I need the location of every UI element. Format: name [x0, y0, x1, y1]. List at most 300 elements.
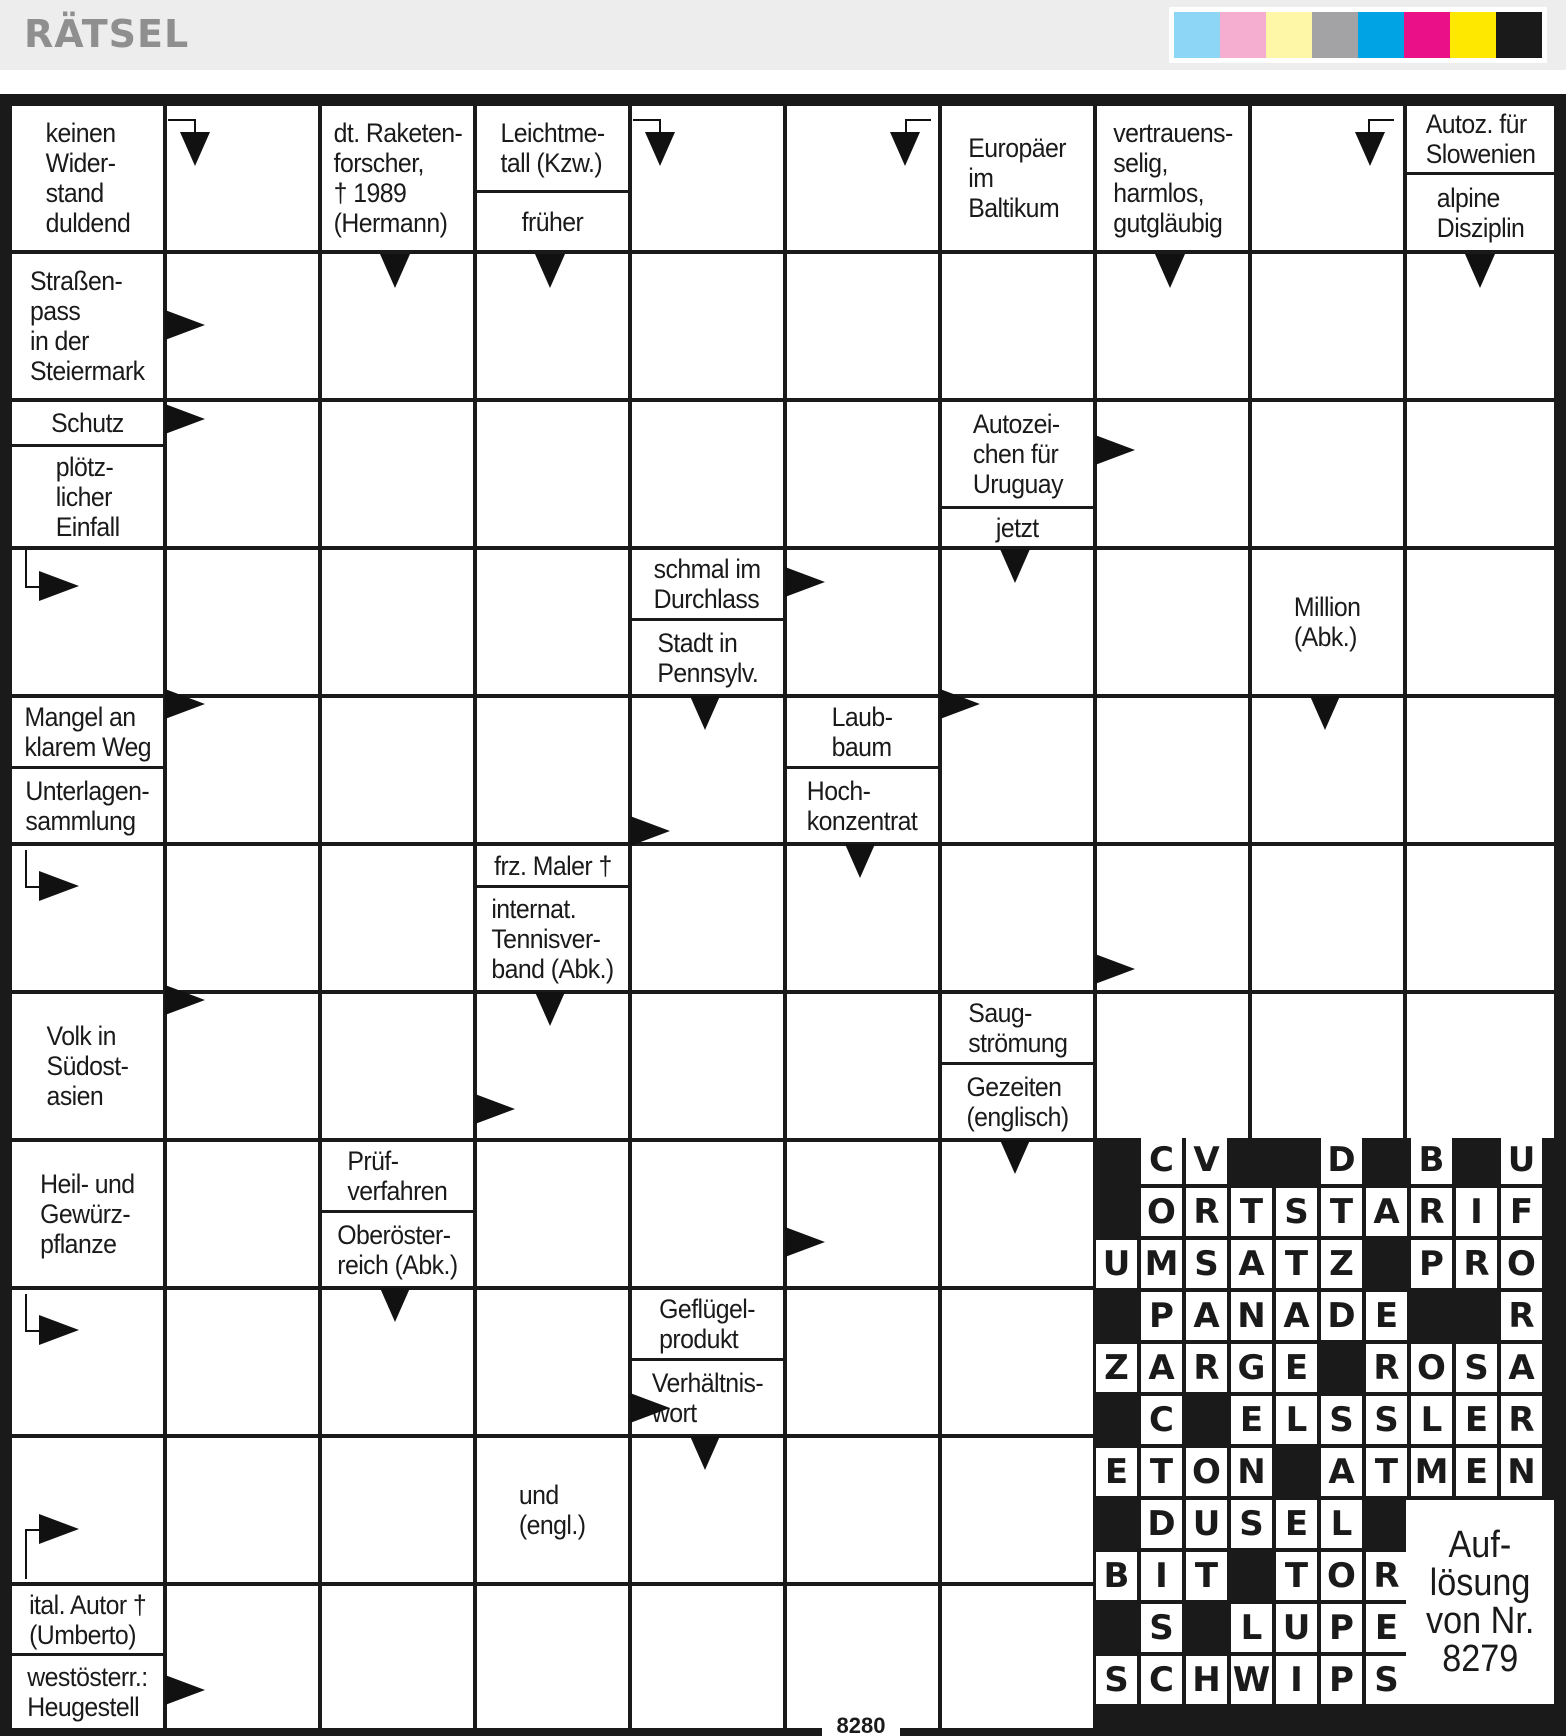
clue-text: Mangel an [24, 702, 136, 732]
solution-letter: S [1276, 1188, 1317, 1236]
answer-cell[interactable] [787, 1438, 938, 1582]
solution-letter: E [1366, 1604, 1407, 1652]
clue-text: Saug- [967, 998, 1032, 1028]
arrow-down-icon [1000, 549, 1030, 583]
solution-letter: L [1276, 1396, 1317, 1444]
clue-text: reich (Abk.) [337, 1249, 458, 1280]
clue-text: Europäer [968, 133, 1067, 163]
clue-cell [12, 698, 163, 766]
arrow-right-icon [940, 689, 980, 719]
answer-cell[interactable] [942, 698, 1093, 842]
clue-text: (Umberto) [28, 1619, 136, 1650]
arrow-right-icon [630, 1393, 670, 1423]
answer-cell[interactable] [632, 1142, 783, 1286]
answer-cell[interactable] [787, 994, 938, 1138]
answer-cell[interactable] [167, 550, 318, 694]
arrow-down-icon [180, 132, 210, 166]
solution-letter: I [1276, 1656, 1317, 1704]
arrow-down-icon [380, 254, 410, 288]
clue-text: wort [651, 1397, 697, 1428]
answer-cell[interactable] [787, 254, 938, 398]
color-swatch [1404, 12, 1450, 58]
arrow-down-icon [535, 254, 565, 288]
solution-letter: N [1231, 1292, 1272, 1340]
solution-letter: S [1456, 1344, 1497, 1392]
answer-cell[interactable] [1097, 994, 1248, 1138]
solution-letter: P [1321, 1604, 1362, 1652]
answer-cell[interactable] [477, 1290, 628, 1434]
solution-caption [1406, 1500, 1554, 1704]
solution-letter: P [1141, 1292, 1182, 1340]
clue-text: Wider- [45, 148, 116, 178]
solution-letter: E [1096, 1448, 1137, 1496]
solution-letter: R [1411, 1188, 1452, 1236]
clue-text: Einfall [55, 511, 120, 542]
color-swatch [1312, 12, 1358, 58]
clue-text: Tennisver- [491, 924, 601, 954]
arrow-right-icon [475, 1094, 515, 1124]
clue-cell [322, 1142, 473, 1210]
solution-letter: U [1186, 1500, 1227, 1548]
answer-cell[interactable] [942, 1586, 1093, 1728]
answer-cell[interactable] [632, 994, 783, 1138]
solution-letter: S [1366, 1656, 1407, 1704]
answer-cell[interactable] [787, 1142, 938, 1286]
puzzle-number: 8280 [822, 1713, 900, 1736]
answer-cell[interactable] [322, 1438, 473, 1582]
answer-cell[interactable] [12, 550, 163, 694]
clue-text: Baltikum [968, 193, 1060, 223]
answer-cell[interactable] [477, 1586, 628, 1728]
clue-text: sammlung [25, 805, 136, 836]
clue-text: (englisch) [966, 1101, 1069, 1132]
arrow-down-icon [690, 1436, 720, 1470]
clue-cell [12, 1656, 163, 1728]
solution-letter: A [1141, 1344, 1182, 1392]
solution-letter: W [1231, 1656, 1272, 1704]
clue-text: gutgläubig [1112, 208, 1222, 238]
solution-letter: S [1366, 1396, 1407, 1444]
clue-text: pass [30, 296, 81, 326]
solution-letter: F [1501, 1188, 1542, 1236]
solution-letter: T [1321, 1188, 1362, 1236]
clue-text: band (Abk.) [491, 954, 614, 984]
clue-text: selig, [1112, 148, 1168, 178]
bend-arrow-icon [25, 886, 39, 888]
bend-arrow-icon [659, 119, 661, 133]
clue-cell [477, 106, 628, 190]
clue-text: Steiermark [30, 356, 145, 386]
solution-letter: A [1231, 1240, 1272, 1288]
clue-cell [942, 994, 1093, 1062]
solution-letter: M [1411, 1448, 1452, 1496]
answer-cell[interactable] [167, 1438, 318, 1582]
arrow-right-icon [630, 816, 670, 846]
solution-letter: O [1411, 1344, 1452, 1392]
arrow-right-icon [785, 1227, 825, 1257]
solution-caption-line: 8279 [1441, 1638, 1519, 1680]
answer-cell[interactable] [167, 846, 318, 990]
clue-text: tall (Kzw.) [500, 148, 603, 178]
solution-letter: D [1321, 1292, 1362, 1340]
solution-letter: A [1321, 1448, 1362, 1496]
solution-letter: R [1186, 1188, 1227, 1236]
clue-cell [632, 550, 783, 618]
clue-text: duldend [45, 208, 130, 238]
clue-text: früher [521, 206, 584, 237]
clue-text: klarem Weg [24, 732, 151, 762]
solution-caption-line: Auf- [1448, 1524, 1512, 1566]
arrow-right-icon [165, 1675, 205, 1705]
arrow-down-icon [1355, 132, 1385, 166]
clue-cell [632, 1290, 783, 1358]
clue-cell [12, 254, 163, 398]
bend-arrow-icon [25, 1330, 39, 1332]
answer-cell[interactable] [1252, 402, 1403, 546]
solution-letter: M [1141, 1240, 1182, 1288]
clue-text: Oberöster- [337, 1219, 451, 1250]
clue-cell [942, 106, 1093, 250]
clue-text: Leichtme- [500, 118, 605, 148]
clue-text: baum [832, 732, 893, 762]
solution-letter: A [1186, 1292, 1227, 1340]
solution-letter: A [1366, 1188, 1407, 1236]
clue-text: Gewürz- [40, 1199, 131, 1229]
arrow-down-icon [845, 844, 875, 878]
clue-text: frz. Maler † [493, 850, 612, 881]
crossword-board [0, 94, 1566, 1736]
answer-cell[interactable] [942, 846, 1093, 990]
answer-cell[interactable] [787, 1586, 938, 1728]
clue-text: westösterr.: [27, 1662, 148, 1692]
answer-cell[interactable] [167, 994, 318, 1138]
answer-cell[interactable] [1407, 550, 1554, 694]
print-color-bar [1172, 10, 1544, 60]
answer-cell[interactable] [1407, 994, 1554, 1138]
clue-cell [12, 769, 163, 842]
clue-text: (engl.) [519, 1510, 586, 1540]
clue-text: internat. [491, 894, 577, 924]
clue-text: Heugestell [27, 1692, 140, 1722]
solution-letter: E [1456, 1448, 1497, 1496]
arrow-down-icon [690, 696, 720, 730]
answer-cell[interactable] [1252, 846, 1403, 990]
solution-letter: R [1186, 1344, 1227, 1392]
color-swatch [1174, 12, 1220, 58]
bend-arrow-icon [25, 586, 39, 588]
clue-text: Prüf- [347, 1146, 399, 1176]
solution-letter: E [1231, 1396, 1272, 1444]
clue-text: asien [46, 1081, 104, 1111]
arrow-right-icon [39, 871, 79, 901]
clue-text: in der [30, 326, 90, 356]
answer-cell[interactable] [942, 1438, 1093, 1582]
clue-text: licher [55, 481, 112, 512]
bend-arrow-icon [25, 1529, 27, 1579]
answer-cell[interactable] [322, 994, 473, 1138]
arrow-down-icon [645, 132, 675, 166]
arrow-right-icon [39, 1514, 79, 1544]
solution-letter: C [1141, 1656, 1182, 1704]
answer-cell[interactable] [167, 106, 318, 250]
answer-cell[interactable] [167, 1586, 318, 1728]
arrow-right-icon [165, 985, 205, 1015]
solution-letter: A [1276, 1292, 1317, 1340]
answer-cell[interactable] [1097, 698, 1248, 842]
clue-cell [477, 1438, 628, 1582]
answer-cell[interactable] [167, 1290, 318, 1434]
color-swatch [1358, 12, 1404, 58]
solution-letter: P [1321, 1656, 1362, 1704]
clue-cell [1407, 106, 1554, 172]
answer-cell[interactable] [1097, 402, 1248, 546]
arrow-down-icon [1465, 254, 1495, 288]
clue-cell [1252, 550, 1403, 694]
solution-letter: N [1501, 1448, 1542, 1496]
clue-text: Hoch- [807, 775, 871, 806]
answer-cell[interactable] [477, 550, 628, 694]
clue-text: Volk in [46, 1021, 116, 1051]
solution-letter: T [1276, 1240, 1317, 1288]
answer-cell[interactable] [12, 1290, 163, 1434]
bend-arrow-icon [168, 119, 196, 121]
answer-cell[interactable] [1252, 106, 1403, 250]
clue-text: Uruguay [972, 469, 1063, 499]
solution-letter: L [1231, 1604, 1272, 1652]
arrow-right-icon [785, 567, 825, 597]
clue-text: (Hermann) [333, 208, 447, 238]
clue-text: harmlos, [1112, 178, 1204, 208]
bend-arrow-icon [194, 119, 196, 133]
solution-letter: E [1276, 1344, 1317, 1392]
answer-cell[interactable] [1252, 994, 1403, 1138]
arrow-right-icon [39, 571, 79, 601]
arrow-down-icon [380, 1288, 410, 1322]
bend-arrow-icon [25, 850, 27, 886]
solution-letter: S [1141, 1604, 1182, 1652]
solution-letter: R [1501, 1292, 1542, 1340]
solution-letter: I [1456, 1188, 1497, 1236]
clue-text: schmal im [654, 554, 761, 584]
color-swatch [1220, 12, 1266, 58]
clue-text: alpine [1436, 182, 1500, 213]
clue-cell [942, 509, 1093, 546]
answer-cell[interactable] [632, 106, 783, 250]
solution-letter: O [1141, 1188, 1182, 1236]
solution-letter: O [1321, 1552, 1362, 1600]
clue-text: jetzt [996, 512, 1039, 543]
answer-cell[interactable] [322, 698, 473, 842]
clue-text: Durchlass [654, 584, 760, 614]
answer-cell[interactable] [632, 402, 783, 546]
arrow-down-icon [1000, 1140, 1030, 1174]
answer-cell[interactable] [787, 402, 938, 546]
answer-cell[interactable] [1097, 550, 1248, 694]
clue-cell [477, 193, 628, 250]
clue-text: dt. Raketen- [333, 118, 462, 148]
solution-letter: U [1276, 1604, 1317, 1652]
color-swatch [1496, 12, 1542, 58]
arrow-down-icon [535, 992, 565, 1026]
answer-cell[interactable] [12, 1438, 163, 1582]
solution-caption-line: lösung [1429, 1562, 1531, 1604]
solution-letter: U [1096, 1240, 1137, 1288]
solution-letter: S [1231, 1500, 1272, 1548]
clue-text: vertrauens- [1112, 118, 1233, 148]
bend-arrow-icon [1368, 119, 1394, 121]
answer-cell[interactable] [1252, 254, 1403, 398]
answer-cell[interactable] [167, 1142, 318, 1286]
solution-letter: H [1186, 1656, 1227, 1704]
arrow-right-icon [1095, 435, 1135, 465]
clue-text: plötz- [55, 451, 114, 482]
clue-cell [12, 402, 163, 444]
answer-cell[interactable] [1407, 402, 1554, 546]
solution-letter: B [1411, 1136, 1452, 1184]
solution-letter: A [1501, 1344, 1542, 1392]
clue-cell [942, 402, 1093, 506]
clue-text: Geflügel- [659, 1294, 756, 1324]
bend-arrow-icon [1368, 119, 1370, 133]
previous-solution [1094, 1134, 1554, 1736]
solution-letter: E [1366, 1292, 1407, 1340]
answer-cell[interactable] [477, 698, 628, 842]
header-bar [0, 0, 1566, 70]
solution-letter: R [1366, 1344, 1407, 1392]
bend-arrow-icon [25, 550, 27, 586]
arrow-right-icon [165, 689, 205, 719]
solution-letter: T [1186, 1552, 1227, 1600]
clue-cell [477, 888, 628, 990]
clue-cell [1407, 175, 1554, 250]
arrow-right-icon [1095, 954, 1135, 984]
answer-cell[interactable] [1407, 846, 1554, 990]
clue-cell [322, 106, 473, 250]
arrow-down-icon [890, 132, 920, 166]
bend-arrow-icon [25, 1294, 27, 1330]
clue-text: Gezeiten [966, 1071, 1062, 1102]
clue-text: stand [45, 178, 104, 208]
clue-text: produkt [659, 1324, 739, 1354]
clue-text: Stadt in [657, 627, 737, 658]
answer-cell[interactable] [322, 402, 473, 546]
clue-cell [942, 1065, 1093, 1138]
bend-arrow-icon [633, 119, 661, 121]
clue-text: Pennsylv. [657, 657, 758, 688]
answer-cell[interactable] [942, 1290, 1093, 1434]
clue-cell [12, 1142, 163, 1286]
solution-caption-line: von Nr. [1425, 1600, 1535, 1642]
clue-text: strömung [967, 1028, 1068, 1058]
solution-letter: D [1141, 1500, 1182, 1548]
clue-text: Unterlagen- [25, 775, 150, 806]
answer-cell[interactable] [477, 402, 628, 546]
clue-cell [787, 769, 938, 842]
clue-text: forscher, [333, 148, 424, 178]
solution-letter: T [1366, 1448, 1407, 1496]
arrow-down-icon [1310, 696, 1340, 730]
answer-cell[interactable] [322, 846, 473, 990]
clue-text: konzentrat [807, 805, 918, 836]
answer-cell[interactable] [167, 698, 318, 842]
answer-cell[interactable] [12, 846, 163, 990]
solution-letter: C [1141, 1136, 1182, 1184]
clue-text: verfahren [347, 1176, 448, 1206]
clue-text: Verhältnis- [651, 1367, 764, 1398]
clue-text: chen für [972, 439, 1058, 469]
solution-letter: P [1411, 1240, 1452, 1288]
arrow-down-icon [1155, 254, 1185, 288]
color-swatch [1266, 12, 1312, 58]
answer-cell[interactable] [632, 846, 783, 990]
clue-text: pflanze [40, 1229, 117, 1259]
clue-text: Schutz [51, 408, 124, 438]
clue-text: Million [1294, 592, 1361, 622]
solution-letter: L [1411, 1396, 1452, 1444]
solution-letter: Z [1321, 1240, 1362, 1288]
solution-letter: R [1366, 1552, 1407, 1600]
clue-cell [12, 994, 163, 1138]
solution-letter: U [1501, 1136, 1542, 1184]
answer-cell[interactable] [942, 254, 1093, 398]
clue-text: Laub- [832, 702, 893, 732]
solution-letter: T [1276, 1552, 1317, 1600]
solution-letter: T [1231, 1188, 1272, 1236]
solution-letter: S [1321, 1396, 1362, 1444]
color-swatch [1450, 12, 1496, 58]
clue-text: und [519, 1480, 560, 1510]
solution-letter: C [1141, 1396, 1182, 1444]
answer-cell[interactable] [322, 1586, 473, 1728]
bend-arrow-icon [905, 119, 931, 121]
solution-letter: O [1186, 1448, 1227, 1496]
clue-cell [1097, 106, 1248, 250]
answer-cell[interactable] [1407, 698, 1554, 842]
solution-letter: R [1456, 1240, 1497, 1288]
solution-letter: Z [1096, 1344, 1137, 1392]
solution-letter: O [1501, 1240, 1542, 1288]
clue-text: Straßen- [30, 266, 123, 296]
solution-letter: D [1321, 1136, 1362, 1184]
clue-text: Heil- und [40, 1169, 135, 1199]
answer-cell[interactable] [632, 254, 783, 398]
solution-letter: N [1231, 1448, 1272, 1496]
bend-arrow-icon [905, 119, 907, 133]
solution-letter: S [1186, 1240, 1227, 1288]
clue-text: Slowenien [1425, 139, 1536, 169]
clue-text: Disziplin [1436, 212, 1525, 243]
answer-cell[interactable] [477, 1142, 628, 1286]
clue-cell [12, 447, 163, 546]
clue-text: ital. Autor † [28, 1589, 147, 1620]
clue-text: Autoz. für [1425, 109, 1527, 139]
page-title: RÄTSEL [24, 12, 190, 56]
solution-letter: V [1186, 1136, 1227, 1184]
clue-text: † 1989 [333, 178, 406, 208]
answer-cell[interactable] [787, 1290, 938, 1434]
answer-cell[interactable] [322, 550, 473, 694]
solution-letter: I [1141, 1552, 1182, 1600]
bend-arrow-icon [25, 1529, 39, 1531]
answer-cell[interactable] [787, 106, 938, 250]
clue-text: Autozei- [972, 409, 1060, 439]
answer-cell[interactable] [632, 1586, 783, 1728]
solution-letter: T [1141, 1448, 1182, 1496]
arrow-right-icon [165, 310, 205, 340]
arrow-right-icon [39, 1315, 79, 1345]
clue-text: (Abk.) [1294, 622, 1358, 652]
solution-letter: E [1456, 1396, 1497, 1444]
